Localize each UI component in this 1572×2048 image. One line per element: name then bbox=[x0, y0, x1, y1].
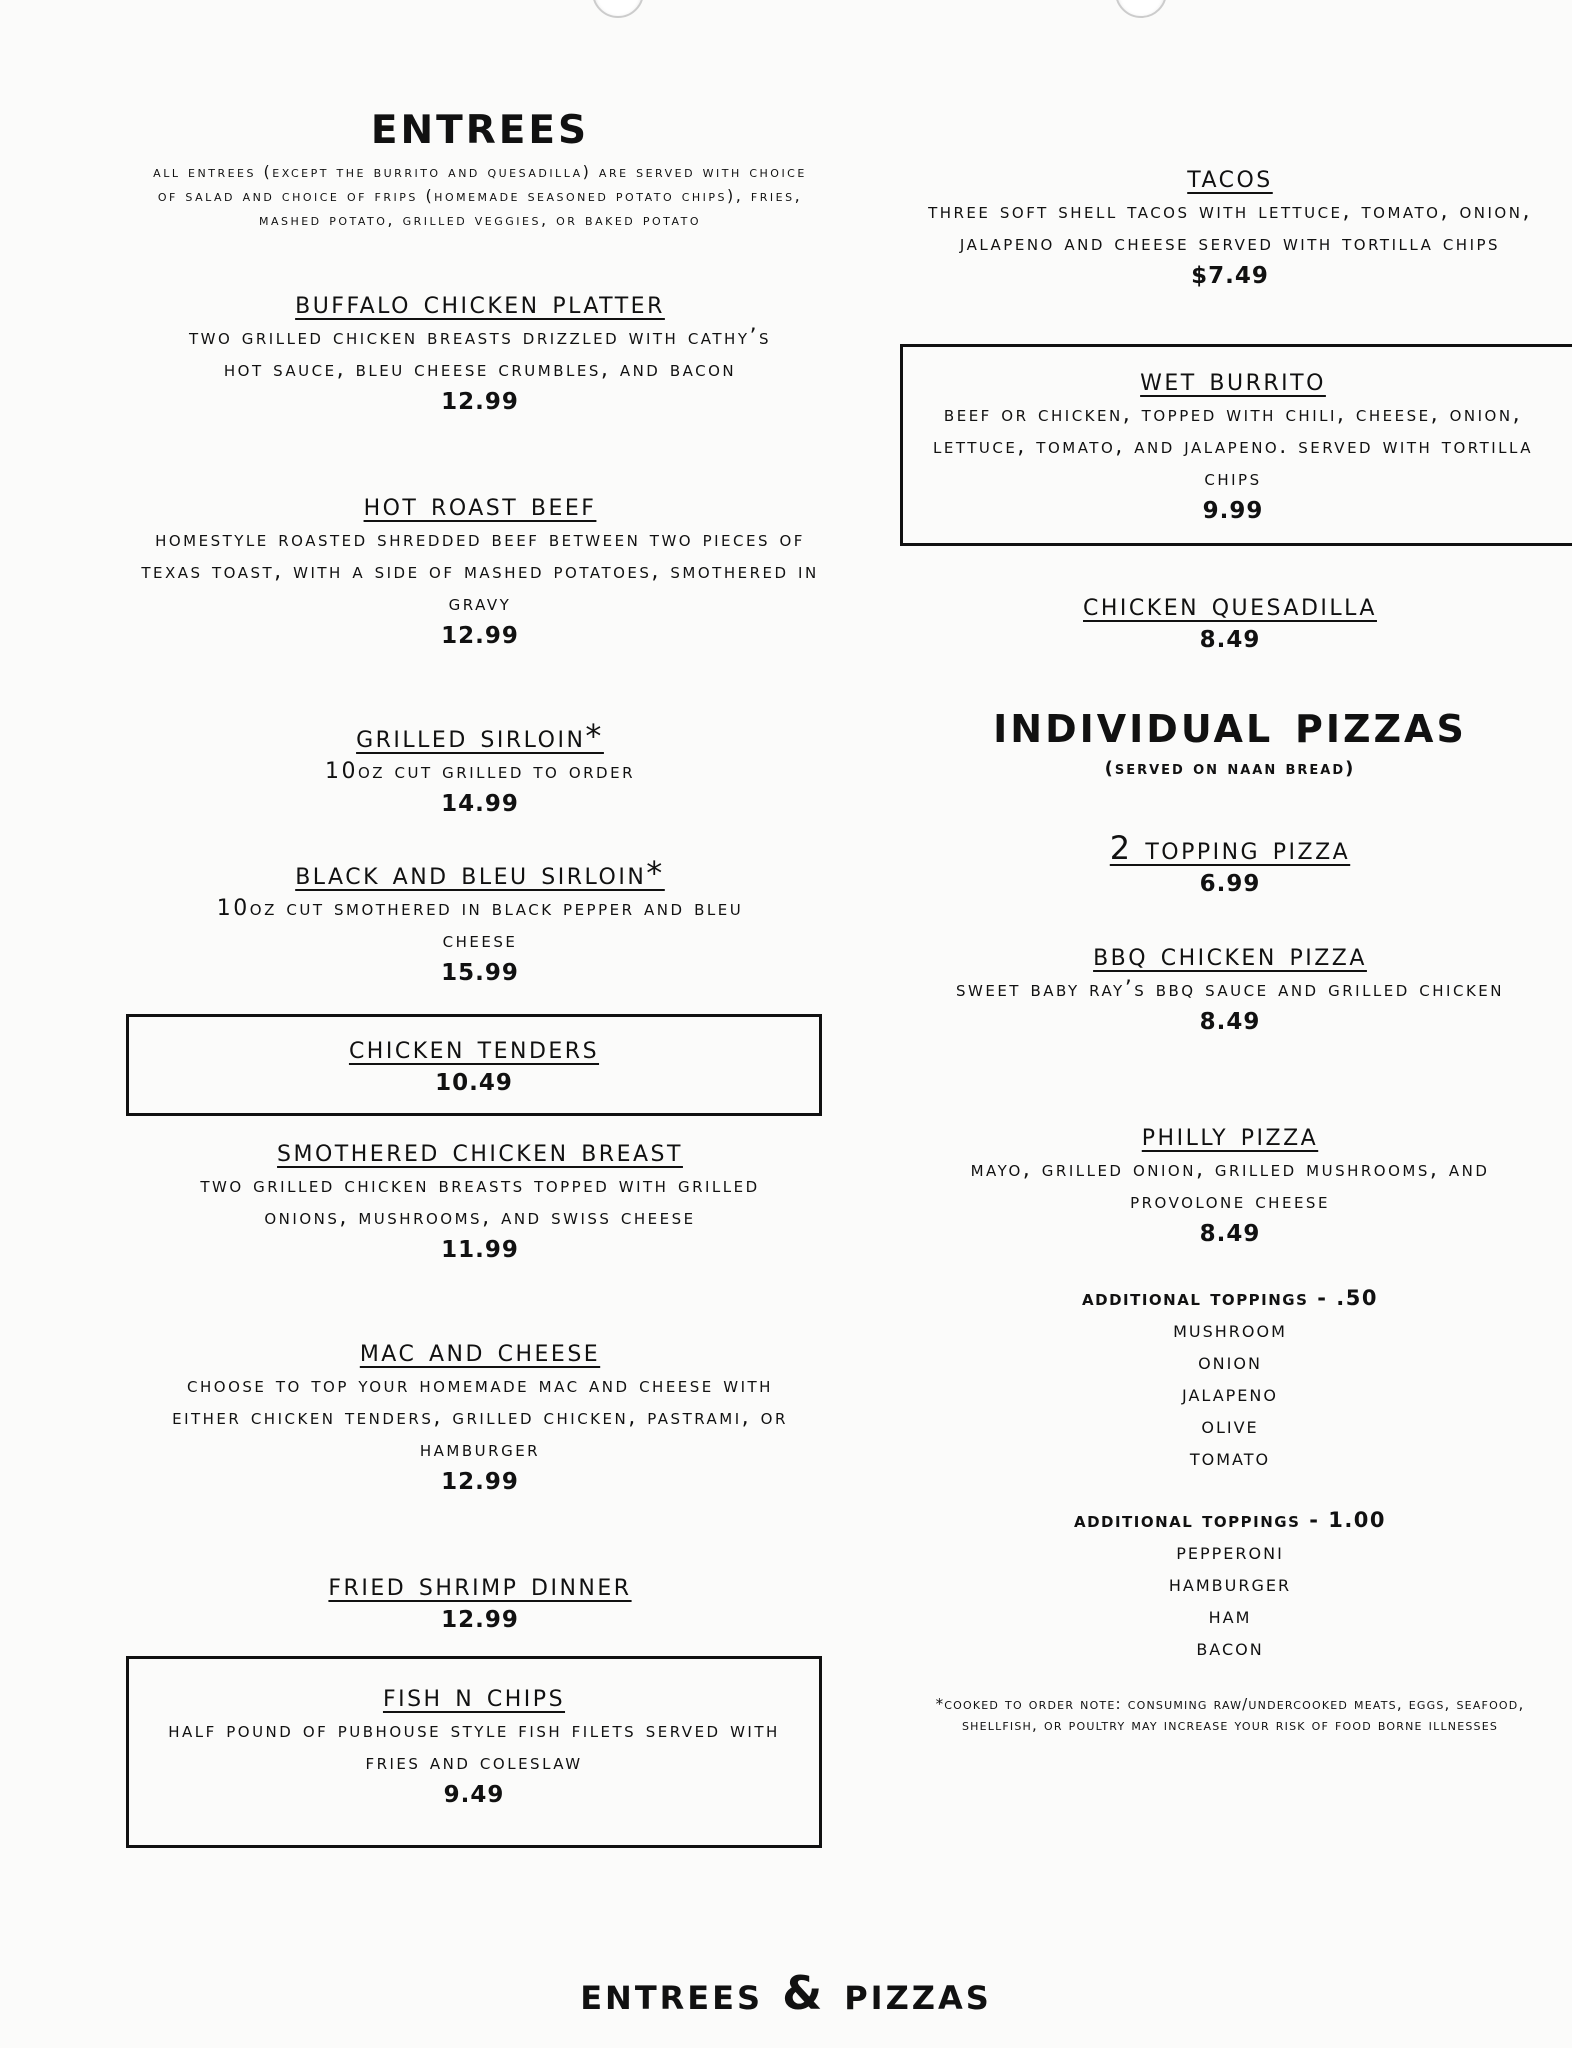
item-price: $7.49 bbox=[1191, 263, 1269, 289]
menu-item bbox=[130, 1564, 830, 1636]
topping-item: bacon bbox=[1196, 1635, 1264, 1661]
menu-item bbox=[900, 828, 1560, 900]
item-price: 9.99 bbox=[1202, 498, 1264, 524]
chicken-tenders-box bbox=[126, 1014, 822, 1116]
item-name: smothered chicken breast bbox=[277, 1131, 683, 1169]
item-name: buffalo chicken platter bbox=[295, 283, 665, 321]
item-desc: three soft shell tacos with lettuce, tomato, onion, jalapeno and cheese served with tortilla chips bbox=[928, 199, 1532, 256]
item-price: 8.49 bbox=[1199, 1009, 1261, 1035]
item-desc: 10oz cut smothered in black pepper and bleu cheese bbox=[216, 896, 744, 953]
item-name: 2 topping pizza bbox=[1109, 829, 1351, 867]
menu-item bbox=[130, 716, 830, 820]
item-price: 9.49 bbox=[443, 1782, 505, 1808]
menu-item bbox=[130, 1330, 830, 1498]
item-name: wet burrito bbox=[1140, 360, 1326, 398]
menu-item bbox=[900, 156, 1560, 292]
wet-burrito-box bbox=[900, 344, 1572, 546]
item-price: 12.99 bbox=[441, 623, 519, 649]
item-desc: 10oz cut grilled to order bbox=[324, 759, 636, 784]
item-desc: homestyle roasted shredded beef between two pieces of texas toast, with a side of mashed potatoes, smothered in gravy bbox=[141, 527, 819, 616]
menu-item bbox=[900, 934, 1560, 1038]
menu-item bbox=[130, 282, 830, 418]
item-name: mac and cheese bbox=[359, 1331, 601, 1369]
item-name: tacos bbox=[1187, 157, 1273, 195]
menu-item bbox=[900, 584, 1560, 656]
menu-item bbox=[900, 1114, 1560, 1250]
item-desc: beef or chicken, topped with chili, cheese, onion, lettuce, tomato, and jalapeno. served with tortilla chips bbox=[932, 402, 1533, 491]
menu-item bbox=[130, 484, 830, 652]
entrees-note: all entrees (except the burrito and quesadilla) are served with choice of salad and choice of frips (homemade seasoned potato chips), fries, mashed potato, grilled veggies, or baked potato bbox=[153, 162, 807, 229]
menu-item bbox=[130, 1130, 830, 1266]
topping-item: mushroom bbox=[1173, 1317, 1287, 1343]
fish-n-chips-box bbox=[126, 1656, 822, 1848]
item-desc: sweet baby ray’s bbq sauce and grilled chicken bbox=[955, 977, 1504, 1002]
topping-item: jalapeno bbox=[1182, 1381, 1278, 1407]
binder-hole bbox=[592, 0, 644, 18]
topping-item: onion bbox=[1198, 1349, 1262, 1375]
topping-item: hamburger bbox=[1168, 1571, 1292, 1597]
item-name: chicken tenders bbox=[348, 1028, 600, 1066]
item-name: chicken quesadilla bbox=[1083, 585, 1377, 623]
item-desc: choose to top your homemade mac and cheese with either chicken tenders, grilled chicken, pastrami, or hamburger bbox=[172, 1373, 788, 1462]
footer-title: entrees & pizzas bbox=[580, 1966, 992, 2020]
item-name: fried shrimp dinner bbox=[328, 1565, 632, 1603]
item-price: 11.99 bbox=[441, 1237, 519, 1263]
item-name: hot roast beef bbox=[363, 485, 597, 523]
topping-item: ham bbox=[1208, 1603, 1252, 1629]
item-price: 8.49 bbox=[1199, 1221, 1261, 1247]
item-price: 8.49 bbox=[1199, 627, 1261, 653]
item-price: 15.99 bbox=[441, 960, 519, 986]
entrees-title: entrees bbox=[370, 92, 590, 157]
toppings-heading: additional toppings - .50 bbox=[1082, 1286, 1378, 1310]
item-price: 14.99 bbox=[441, 791, 519, 817]
item-price: 6.99 bbox=[1199, 871, 1261, 897]
menu-item bbox=[903, 359, 1563, 527]
pizzas-subtitle: (served on naan bread) bbox=[1104, 758, 1356, 779]
menu-item bbox=[129, 1027, 819, 1099]
topping-item: olive bbox=[1201, 1413, 1259, 1439]
item-name: grilled sirloin* bbox=[356, 717, 604, 755]
item-desc: half pound of pubhouse style fish filets served with fries and coleslaw bbox=[168, 1718, 780, 1775]
item-name: philly pizza bbox=[1141, 1115, 1319, 1153]
topping-item: pepperoni bbox=[1176, 1539, 1284, 1565]
item-name: black and bleu sirloin* bbox=[295, 854, 665, 892]
item-price: 10.49 bbox=[435, 1070, 513, 1096]
item-desc: two grilled chicken breasts drizzled with cathy’s hot sauce, bleu cheese crumbles, and bacon bbox=[188, 325, 772, 382]
item-desc: two grilled chicken breasts topped with grilled onions, mushrooms, and swiss cheese bbox=[200, 1173, 760, 1230]
toppings-50-group bbox=[900, 1282, 1560, 1474]
item-price: 12.99 bbox=[441, 1607, 519, 1633]
topping-item: tomato bbox=[1189, 1445, 1271, 1471]
binder-hole bbox=[1115, 0, 1167, 18]
item-name: bbq chicken pizza bbox=[1093, 935, 1367, 973]
toppings-100-group bbox=[900, 1504, 1560, 1664]
item-name: fish n chips bbox=[382, 1676, 566, 1714]
toppings-heading: additional toppings - 1.00 bbox=[1073, 1508, 1387, 1532]
item-price: 12.99 bbox=[441, 1469, 519, 1495]
item-desc: mayo, grilled onion, grilled mushrooms, and provolone cheese bbox=[970, 1157, 1490, 1214]
item-price: 12.99 bbox=[441, 389, 519, 415]
menu-item bbox=[130, 853, 830, 989]
pizzas-title: individual pizzas bbox=[993, 692, 1467, 755]
menu-item bbox=[129, 1675, 819, 1811]
footnote: *cooked to order note: consuming raw/undercooked meats, eggs, seafood, shellfish, or poultry may increase your risk of food borne illnesses bbox=[935, 1695, 1525, 1734]
